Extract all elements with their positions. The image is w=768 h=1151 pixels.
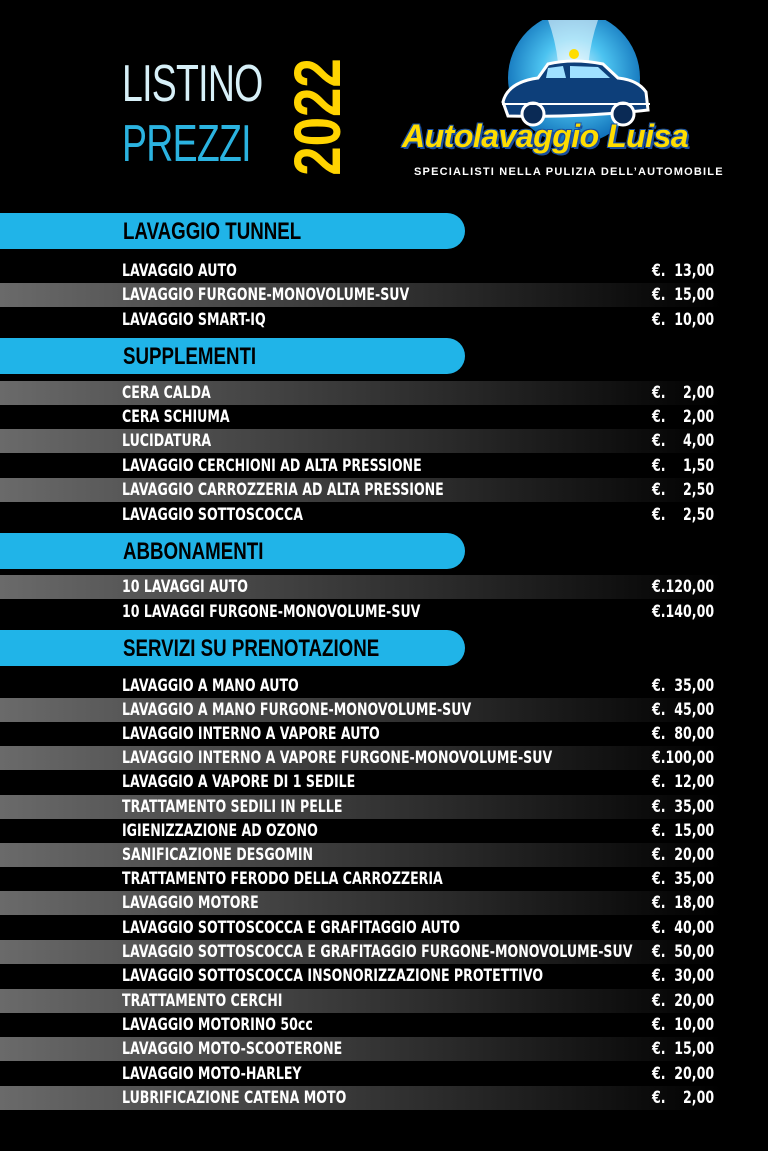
service-price: €. 35,00 [652, 869, 715, 889]
brand-name: Autolavaggio Luisa [402, 118, 689, 154]
price-row [0, 283, 722, 307]
price-row [0, 259, 722, 283]
service-price: €. 20,00 [652, 991, 715, 1011]
service-price: €. 30,00 [652, 966, 715, 986]
service-price: €. 40,00 [652, 918, 715, 938]
car-wash-logo-icon [398, 20, 728, 190]
service-name: LUBRIFICAZIONE CATENA MOTO [122, 1088, 347, 1108]
service-price: €. 2,50 [652, 505, 715, 525]
service-name: LAVAGGIO SOTTOSCOCCA E GRAFITAGGIO AUTO [122, 918, 460, 938]
service-price: €. 2,00 [652, 407, 715, 427]
price-row [0, 795, 722, 819]
price-row [0, 1013, 722, 1037]
service-price: €. 2,00 [652, 383, 715, 403]
price-row [0, 674, 722, 698]
service-price: €. 20,00 [652, 845, 715, 865]
service-name: 10 LAVAGGI FURGONE-MONOVOLUME-SUV [122, 602, 421, 622]
title-line-listino: LISTINO [122, 55, 263, 113]
price-row [0, 575, 722, 599]
service-name: LAVAGGIO INTERNO A VAPORE FURGONE-MONOVOLUME-SUV [122, 748, 553, 768]
service-price: €. 2,50 [652, 480, 715, 500]
brand-tagline: SPECIALISTI NELLA PULIZIA DELL’AUTOMOBILE [414, 166, 724, 178]
service-price: €.120,00 [652, 577, 715, 597]
service-price: €. 10,00 [652, 310, 715, 330]
service-name: SANIFICAZIONE DESGOMIN [122, 845, 314, 865]
service-price: €. 50,00 [652, 942, 715, 962]
price-row [0, 478, 722, 502]
service-name: LAVAGGIO MOTORE [122, 893, 259, 913]
service-price: €. 10,00 [652, 1015, 715, 1035]
price-row [0, 429, 722, 453]
price-row [0, 916, 722, 940]
service-price: €. 15,00 [652, 1039, 715, 1059]
price-row [0, 722, 722, 746]
service-price: €.140,00 [652, 602, 715, 622]
service-name: LAVAGGIO CERCHIONI AD ALTA PRESSIONE [122, 456, 422, 476]
price-row [0, 600, 722, 624]
price-row [0, 454, 722, 478]
service-price: €. 15,00 [652, 821, 715, 841]
service-price: €. 15,00 [652, 285, 715, 305]
service-name: LAVAGGIO FURGONE-MONOVOLUME-SUV [122, 285, 410, 305]
service-name: LAVAGGIO MOTO-SCOOTERONE [122, 1039, 343, 1059]
section-header-lavaggio-tunnel [0, 213, 465, 249]
price-row [0, 819, 722, 843]
service-name: LAVAGGIO SOTTOSCOCCA INSONORIZZAZIONE PROTETTIVO [122, 966, 544, 986]
service-name: LAVAGGIO INTERNO A VAPORE AUTO [122, 724, 380, 744]
service-price: €. 1,50 [652, 456, 715, 476]
service-price: €. 2,00 [652, 1088, 715, 1108]
service-price: €. 45,00 [652, 700, 715, 720]
service-name: CERA SCHIUMA [122, 407, 230, 427]
service-name: LAVAGGIO SOTTOSCOCCA [122, 505, 304, 525]
service-name: TRATTAMENTO SEDILI IN PELLE [122, 797, 343, 817]
section-title: SUPPLEMENTI [123, 343, 257, 370]
service-name: CERA CALDA [122, 383, 211, 403]
price-row [0, 989, 722, 1013]
service-price: €. 35,00 [652, 676, 715, 696]
year-text: 2022 [280, 58, 354, 176]
price-row [0, 1037, 722, 1061]
service-name: LUCIDATURA [122, 431, 212, 451]
price-row [0, 1062, 722, 1086]
service-name: LAVAGGIO SOTTOSCOCCA E GRAFITAGGIO FURGONE-MONOVOLUME-SUV [122, 942, 633, 962]
service-name: LAVAGGIO A VAPORE DI 1 SEDILE [122, 772, 356, 792]
price-row [0, 1086, 722, 1110]
year-label [280, 58, 354, 176]
section-header-supplementi [0, 338, 465, 374]
service-name: LAVAGGIO MOTORINO 50cc [122, 1015, 313, 1035]
price-row [0, 503, 722, 527]
price-row [0, 405, 722, 429]
service-name: LAVAGGIO A MANO FURGONE-MONOVOLUME-SUV [122, 700, 472, 720]
service-price: €. 4,00 [652, 431, 715, 451]
section-header-abbonamenti [0, 533, 465, 569]
service-name: LAVAGGIO A MANO AUTO [122, 676, 299, 696]
price-row [0, 843, 722, 867]
service-name: IGIENIZZAZIONE AD OZONO [122, 821, 318, 841]
service-name: 10 LAVAGGI AUTO [122, 577, 248, 597]
price-row [0, 308, 722, 332]
service-name: LAVAGGIO MOTO-HARLEY [122, 1064, 302, 1084]
service-name: LAVAGGIO SMART-IQ [122, 310, 266, 330]
price-row [0, 770, 722, 794]
price-row [0, 964, 722, 988]
section-title: SERVIZI SU PRENOTAZIONE [123, 635, 380, 662]
price-row [0, 698, 722, 722]
price-row [0, 940, 722, 964]
section-header-servizi-su-prenotazione [0, 630, 465, 666]
price-row [0, 381, 722, 405]
service-name: LAVAGGIO CARROZZERIA AD ALTA PRESSIONE [122, 480, 444, 500]
service-price: €. 20,00 [652, 1064, 715, 1084]
price-row [0, 867, 722, 891]
service-name: LAVAGGIO AUTO [122, 261, 237, 281]
service-name: TRATTAMENTO CERCHI [122, 991, 283, 1011]
service-name: TRATTAMENTO FERODO DELLA CARROZZERIA [122, 869, 443, 889]
section-title: ABBONAMENTI [123, 538, 264, 565]
price-row [0, 891, 722, 915]
service-price: €. 12,00 [652, 772, 715, 792]
service-price: €. 80,00 [652, 724, 715, 744]
service-price: €.100,00 [652, 748, 715, 768]
service-price: €. 35,00 [652, 797, 715, 817]
price-row [0, 746, 722, 770]
section-title: LAVAGGIO TUNNEL [123, 218, 302, 245]
title-line-prezzi: PREZZI [122, 115, 251, 173]
service-price: €. 18,00 [652, 893, 715, 913]
service-price: €. 13,00 [652, 261, 715, 281]
